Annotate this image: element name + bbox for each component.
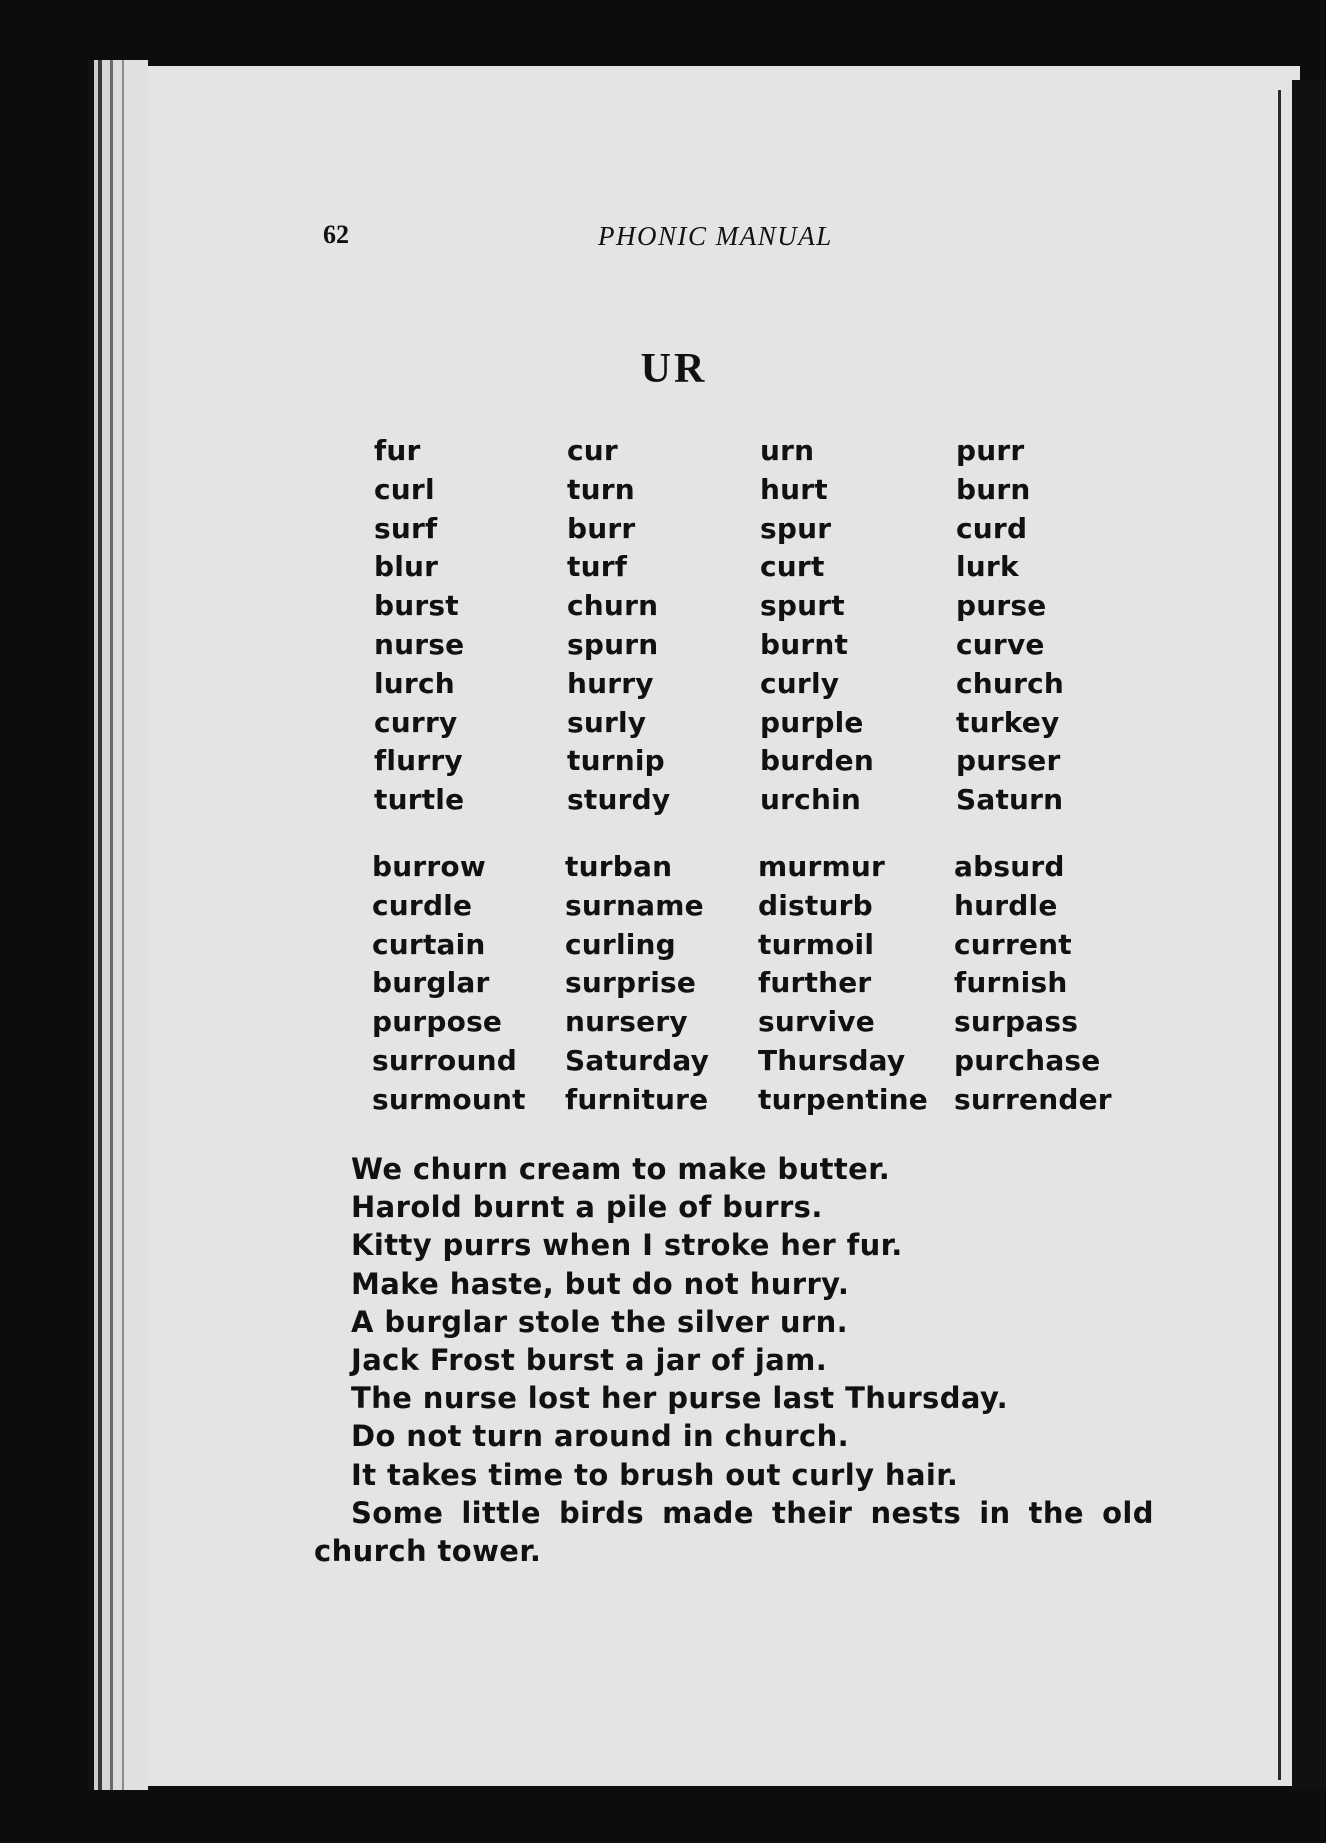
word-list-group-2 [372, 848, 1154, 1120]
sentence-word: little [461, 1495, 541, 1530]
word-list-item: surf [374, 511, 438, 545]
word-list-item: burnt [760, 627, 849, 661]
word-list-item: furnish [954, 966, 1068, 1000]
word-list-item: purser [956, 744, 1061, 778]
word-list-item: burn [956, 472, 1031, 506]
facing-page-edge [1292, 80, 1326, 1790]
sentence-word: the [1028, 1495, 1085, 1530]
word-list-item: purse [956, 589, 1047, 623]
word-list-item: survive [758, 1005, 875, 1039]
word-list-item: turpentine [758, 1082, 928, 1116]
word-list-item: curl [374, 472, 435, 506]
word-list-item: curdle [372, 888, 473, 922]
word-list-item: curt [760, 550, 825, 584]
word-list-item: hurdle [954, 888, 1058, 922]
word-list-item: surmount [372, 1082, 526, 1116]
word-list-item: surly [567, 705, 647, 739]
word-list-item: blur [374, 550, 439, 584]
word-list-item: church [956, 666, 1065, 700]
word-list-group-1 [374, 432, 1156, 820]
word-list-item: nursery [565, 1005, 688, 1039]
word-list-item: burr [567, 511, 636, 545]
word-list-item: churn [567, 589, 659, 623]
word-list-item: purpose [372, 1005, 503, 1039]
sentence-line: It takes time to brush out curly hair. [351, 1457, 959, 1492]
word-list-item: surround [372, 1043, 517, 1077]
word-list-item: burst [374, 589, 459, 623]
word-list-item: furniture [565, 1082, 709, 1116]
word-list-item: surrender [954, 1082, 1112, 1116]
word-list-item: spurt [760, 589, 845, 623]
word-list-item: surpass [954, 1005, 1079, 1039]
word-list-item: fur [374, 434, 421, 467]
word-list-item: absurd [954, 850, 1065, 883]
word-list-item: turnip [567, 744, 665, 778]
word-list-item: turtle [374, 783, 465, 817]
word-list-item: Saturday [565, 1043, 710, 1077]
word-list-item: spurn [567, 627, 659, 661]
word-list-item: flurry [374, 744, 463, 778]
word-list-item: turkey [956, 705, 1060, 739]
word-list-item: murmur [758, 850, 886, 883]
sentence-word: their [771, 1495, 853, 1530]
sentence-line: Harold burnt a pile of burrs. [351, 1190, 823, 1225]
word-list-item: purchase [954, 1043, 1101, 1077]
word-list-item: burrow [372, 850, 486, 883]
sentence-word: nests [870, 1495, 962, 1530]
word-list-item: surname [565, 888, 704, 922]
word-list-item: curly [760, 666, 840, 700]
word-list-item: curve [956, 627, 1045, 661]
running-head: PHONIC MANUAL [598, 221, 833, 251]
word-list-item: further [758, 966, 872, 1000]
page-edge-line [1278, 90, 1281, 1780]
word-list-item: turn [567, 472, 635, 506]
word-list-item: cur [567, 434, 618, 467]
sentence-line: We churn cream to make butter. [351, 1152, 891, 1186]
sentence-continuation: church tower. [314, 1534, 542, 1569]
word-list-item: curling [565, 927, 676, 961]
word-list-item: burglar [372, 966, 490, 1000]
word-list-item: disturb [758, 888, 873, 922]
word-list-item: spur [760, 511, 832, 545]
sentence-line-justified [351, 1494, 1154, 1532]
word-list-item: burden [760, 744, 874, 778]
word-list-item: urchin [760, 783, 862, 817]
book-binding [88, 60, 148, 1790]
sentence-word: in [979, 1495, 1011, 1530]
sentence-line: The nurse lost her purse last Thursday. [351, 1381, 1008, 1416]
word-list-item: curry [374, 705, 458, 739]
page-number: 62 [323, 220, 349, 249]
sentence-line: Make haste, but do not hurry. [351, 1266, 850, 1301]
word-list-item: turmoil [758, 927, 875, 961]
word-list-item: turf [567, 550, 628, 584]
word-list-item: lurch [374, 666, 455, 700]
word-list-item: lurk [956, 550, 1019, 584]
word-list-item: turban [565, 850, 673, 883]
word-list-item: urn [760, 434, 815, 467]
word-list-item: hurry [567, 666, 654, 700]
sentence-word: old [1102, 1495, 1154, 1530]
word-list-item: Thursday [758, 1043, 906, 1077]
sentence-line: Do not turn around in church. [351, 1419, 850, 1454]
word-list-item: curd [956, 511, 1028, 545]
sentence-word: Some [351, 1495, 444, 1530]
sentence-word: birds [559, 1495, 645, 1530]
sentence-line: Jack Frost burst a jar of jam. [351, 1343, 828, 1378]
sentence-word: made [662, 1495, 754, 1530]
word-list-item: current [954, 927, 1072, 961]
word-list-item: surprise [565, 966, 697, 1000]
word-list-item: purr [956, 434, 1025, 467]
sentence-line: A burglar stole the silver urn. [351, 1304, 849, 1339]
sentence-line: Kitty purrs when I stroke her fur. [351, 1228, 903, 1263]
word-list-item: sturdy [567, 783, 671, 817]
section-title: UR [640, 346, 708, 392]
word-list-item: hurt [760, 472, 828, 506]
practice-sentences [314, 1150, 1161, 1570]
word-list-item: purple [760, 705, 864, 739]
word-list-item: Saturn [956, 783, 1064, 817]
word-list-item: curtain [372, 927, 486, 961]
word-list-item: nurse [374, 627, 465, 661]
